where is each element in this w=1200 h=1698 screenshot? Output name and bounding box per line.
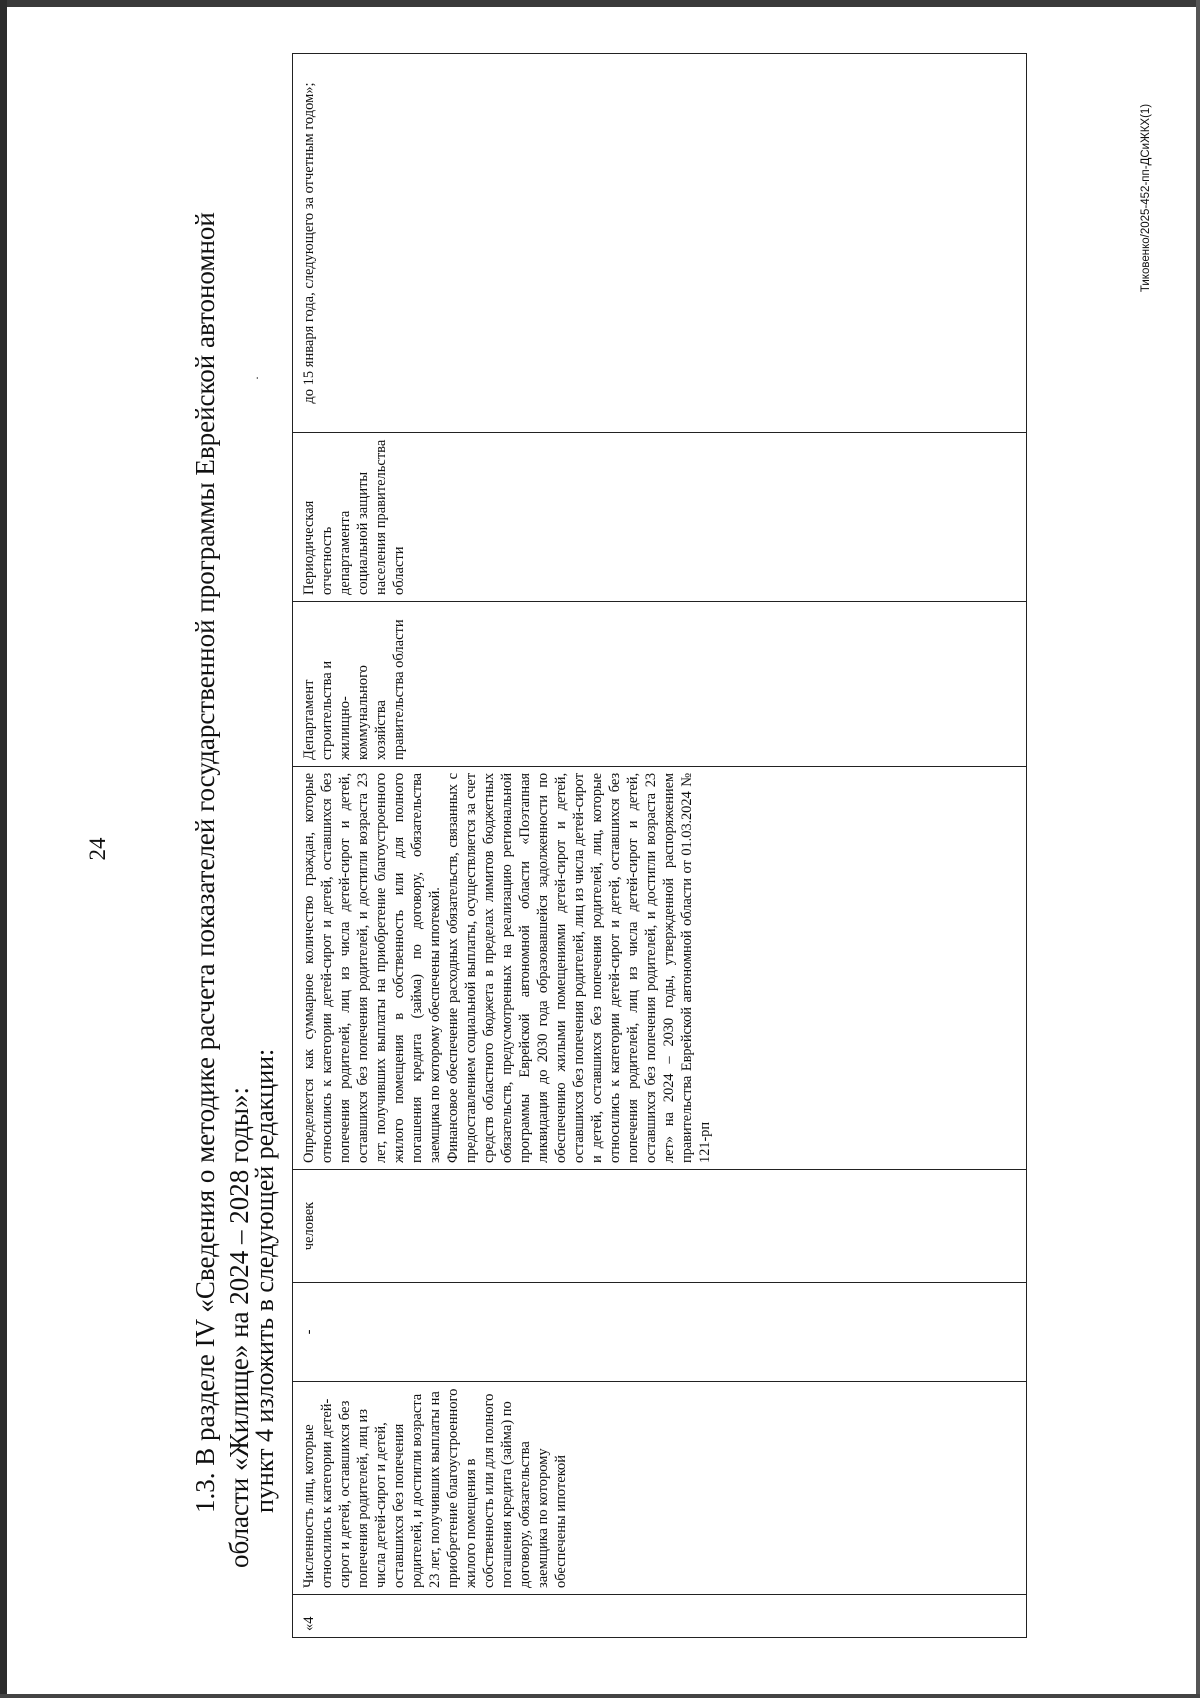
heading-line-1: 1.3. В разделе IV «Сведения о методике расчета показателей государственной программы Еврейской автономной bbox=[190, 212, 220, 1513]
cell-dash: - bbox=[293, 1283, 1027, 1382]
cell-definition bbox=[293, 767, 1027, 1170]
definition-paragraph-1: Определяется как суммарное количество граждан, которые относились к категории детей-сирот и детей, оставшихся без попечения родителей, лиц из числа детей-сирот и детей, оставшихся без попечения родителей, и достигли возраста 23 лет, получивших выплаты на приобретение благоустроенного жилого помещения в собственность или для полного погашения кредита (займа) по договору, обязательства заемщика по которому обеспечены ипотекой. bbox=[301, 773, 443, 1163]
heading-line-2: области «Жилище» на 2024 – 2028 годы»: bbox=[224, 1086, 254, 1568]
indicator-table-grid bbox=[292, 53, 1027, 1638]
cell-indicator-name: Численность лиц, которые относились к категории детей-сирот и детей, оставшихся без попечения родителей, лиц из числа детей-сирот и детей, оставшихся без попечения родителей, и достигли возраста 23 лет, получивших выплаты на приобретение благоустроенного жилого помещения в собственность или для полного погашения кредита (займа) по договору, обязательства заемщика по которому обеспечены ипотекой bbox=[293, 1382, 1027, 1595]
cell-unit: человек bbox=[293, 1170, 1027, 1283]
definition-paragraph-2: Финансовое обеспечение расходных обязательств, связанных с предоставлением социальной выплаты, осуществляется за счет средств областного бюджета в пределах лимитов бюджетных обязательств, предусмотренных на реализацию региональной программы Еврейской автономной области «Поэтапная ликвидация до 2030 года образовавшейся задолженности по обеспечению жилыми помещениями детей-сирот и детей, оставшихся без попечения родителей, лиц из числа детей-сирот и детей, оставшихся без попечения родителей, лиц, которые относились к категории детей-сирот и детей, оставшихся без попечения родителей, лиц из числа детей-сирот и детей, оставшихся без попечения родителей, и достигли возраста 23 лет» на 2024 – 2030 годы, утвержденной распоряжением правительства Еврейской автономной области от 01.03.2024 № 121-рп bbox=[445, 773, 713, 1163]
cell-number: «4 bbox=[293, 1595, 1027, 1638]
instruction-text: пункт 4 изложить в следующей редакции: bbox=[250, 1048, 279, 1513]
scan-speck: · bbox=[250, 376, 264, 380]
document-reference: Тиковенко/2025-452-пп-ДСиЖКХ(1) bbox=[1140, 103, 1152, 293]
cell-responsible: Департамент строительства и жилищно-коммунального хозяйства правительства области bbox=[293, 602, 1027, 767]
cell-data-source: Периодическая отчетность департамента социальной защиты населения правительства области bbox=[293, 433, 1027, 602]
cell-deadline: до 15 января года, следующего за отчетным годом»; bbox=[293, 54, 1027, 433]
indicator-table bbox=[292, 53, 1027, 1638]
table-row bbox=[293, 54, 1027, 1638]
page-number: 24 bbox=[85, 837, 110, 861]
section-heading bbox=[188, 48, 256, 1568]
